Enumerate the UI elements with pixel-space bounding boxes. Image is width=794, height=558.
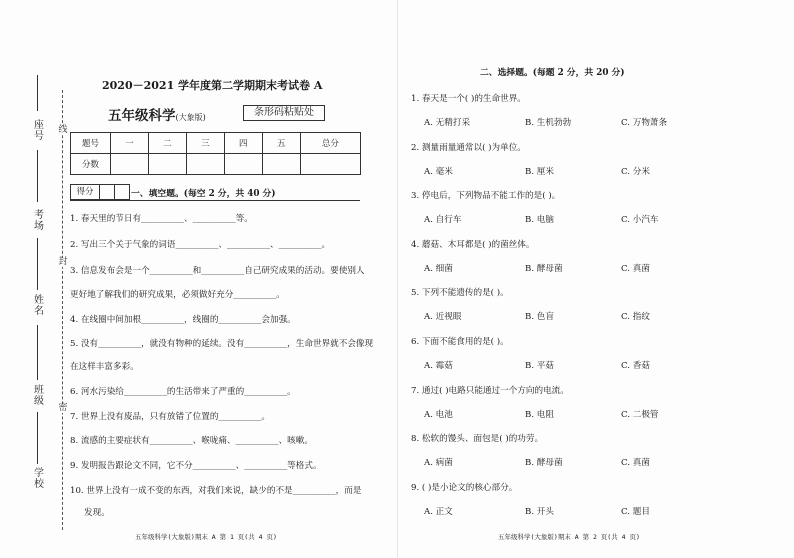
choice-question: 1. 春天是一个( )的生命世界。	[411, 94, 526, 104]
grade-subject-edition: (大象版)	[175, 113, 206, 122]
choice-option-c[interactable]: C. 二极管	[621, 409, 659, 420]
binding-label-seat: 座号	[34, 120, 44, 142]
binding-blank-class	[37, 325, 38, 380]
fill-question-8: 8. 流感的主要症状有__________、喉咙痛、__________、咳嗽。	[70, 436, 313, 446]
score-input-cell[interactable]	[224, 154, 262, 175]
choice-option-c[interactable]: C. 万物萧条	[621, 118, 668, 128]
choice-question: 5. 下列不能遗传的是( )。	[411, 288, 509, 299]
score-input-cell[interactable]	[148, 154, 186, 175]
choice-option-c[interactable]: C. 分米	[621, 166, 650, 177]
barcode-area: 条形码粘贴处	[243, 105, 325, 121]
choice-option-a[interactable]: A. 病菌	[424, 458, 453, 469]
choice-option-a[interactable]: A. 无精打采	[424, 118, 471, 128]
choice-option-a[interactable]: A. 毫米	[424, 166, 453, 177]
fill-question-5: 5. 没有__________，就没有物种的延续。没有__________，生命世界就不会像现	[70, 339, 374, 349]
grader-box	[70, 184, 130, 200]
grade-subject	[108, 104, 206, 124]
fill-question-10: 10. 世界上没有一成不变的东西，对我们来说，缺少的不是__________，而是	[70, 486, 362, 496]
fill-question-3: 3. 信息发布会是一个__________和__________自己研究成果的活动。要使别人	[70, 266, 365, 276]
choice-option-b[interactable]: B. 酵母菌	[525, 263, 563, 274]
choice-option-b[interactable]: B. 色盲	[525, 312, 554, 323]
binding-blank-seat	[37, 75, 38, 111]
choice-question: 2. 测量雨量通常以( )为单位。	[411, 142, 526, 153]
fill-question-5-cont: 在这样丰富多彩。	[70, 362, 139, 372]
fill-question-10-cont: 发现。	[84, 508, 110, 518]
choice-option-c[interactable]: C. 真菌	[621, 263, 650, 274]
grader-underline	[70, 200, 360, 201]
fill-question-9: 9. 发明报告跟论文不同，它不分__________、__________等格式。	[70, 461, 322, 471]
choice-question: 8. 松软的馒头、面包是( )的功劳。	[411, 434, 544, 445]
score-table-header-row	[71, 133, 361, 154]
binding-blank-name	[37, 238, 38, 290]
choice-option-c[interactable]: C. 指纹	[621, 312, 650, 323]
score-cell: 一	[110, 133, 148, 154]
score-cell: 分数	[71, 154, 111, 175]
choice-option-c[interactable]: C. 小汽车	[621, 215, 659, 226]
section1-title: 一、填空题。(每空 2 分，共 40 分)	[131, 189, 276, 199]
score-cell: 二	[148, 133, 186, 154]
binding-blank-school	[37, 412, 38, 464]
fill-question-4: 4. 在线圈中间加根__________，线圈的__________会加强。	[70, 315, 296, 325]
score-input-cell[interactable]	[110, 154, 148, 175]
exam-title: 2020－2021 学年度第二学期期末考试卷 A	[102, 79, 323, 92]
grade-subject-main: 五年级科学	[108, 108, 176, 124]
choice-option-b[interactable]: B. 开头	[525, 506, 554, 517]
choice-option-a[interactable]: A. 电池	[424, 409, 453, 420]
binding-label-class: 班级	[34, 385, 44, 407]
grader-score-label: 得分	[71, 185, 100, 199]
score-cell: 三	[186, 133, 224, 154]
choice-option-c[interactable]: C. 香菇	[621, 361, 650, 371]
choice-option-b[interactable]: B. 厘米	[525, 166, 554, 177]
fill-question-6: 6. 河水污染给__________的生活带来了严重的__________。	[70, 387, 296, 397]
choice-option-b[interactable]: B. 电阻	[525, 409, 554, 420]
choice-question: 7. 通过( )电路只能通过一个方向的电流。	[411, 385, 569, 396]
binding-mark-line: 线	[58, 125, 68, 135]
choice-question: 9. ( )是小论文的核心部分。	[411, 482, 518, 493]
choice-option-b[interactable]: B. 生机勃勃	[525, 118, 572, 128]
grader-score-blank[interactable]	[100, 185, 115, 199]
footer-page-1: 五年级科学(大象版)期末 A 第 1 页(共 4 页)	[135, 533, 277, 541]
fill-question-7: 7. 世界上没有废品，只有放错了位置的__________。	[70, 412, 270, 422]
binding-mark-secret: 密	[58, 403, 68, 413]
choice-option-c[interactable]: C. 真菌	[621, 458, 650, 469]
binding-label-room: 考场	[34, 210, 44, 232]
choice-option-a[interactable]: A. 细菌	[424, 263, 453, 274]
choice-option-a[interactable]: A. 近视眼	[424, 312, 462, 323]
binding-dashed-line	[62, 90, 63, 530]
score-table-score-row	[71, 154, 361, 175]
section2-title: 二、选择题。(每题 2 分，共 20 分)	[480, 68, 625, 78]
score-cell: 五	[262, 133, 300, 154]
score-input-cell[interactable]	[300, 154, 360, 175]
choice-option-c[interactable]: C. 题目	[621, 506, 650, 517]
footer-page-2: 五年级科学(大象版)期末 A 第 2 页(共 4 页)	[498, 533, 640, 541]
fill-question-2: 2. 写出三个关于气象的词语__________、__________、__________。	[70, 240, 331, 250]
fill-question-1: 1. 春天里的节日有__________、__________等。	[70, 214, 253, 224]
score-cell: 题号	[71, 133, 111, 154]
fill-question-3-cont: 更好地了解我们的研究成果，必须做好充分__________。	[70, 290, 285, 300]
score-cell: 总分	[300, 133, 360, 154]
choice-option-a[interactable]: A. 霉菇	[424, 361, 453, 371]
score-table	[70, 132, 361, 175]
choice-option-b[interactable]: B. 平菇	[525, 361, 554, 371]
score-cell: 四	[224, 133, 262, 154]
page-divider	[397, 0, 398, 558]
binding-blank-room	[37, 150, 38, 202]
choice-option-a[interactable]: A. 正文	[424, 506, 453, 517]
score-input-cell[interactable]	[186, 154, 224, 175]
choice-option-b[interactable]: B. 酵母菌	[525, 458, 563, 469]
binding-label-school: 学校	[34, 468, 44, 490]
binding-label-name: 姓名	[34, 295, 44, 317]
choice-option-a[interactable]: A. 自行车	[424, 215, 462, 226]
score-input-cell[interactable]	[262, 154, 300, 175]
choice-question: 4. 蘑菇、木耳都是( )的菌丝体。	[411, 239, 535, 250]
choice-question: 6. 下面不能食用的是( )。	[411, 337, 509, 347]
choice-question: 3. 停电后，下列物品不能工作的是( )。	[411, 191, 561, 202]
grader-reviewer-blank[interactable]	[115, 185, 129, 199]
binding-mark-seal: 封	[58, 257, 68, 267]
choice-option-b[interactable]: B. 电脑	[525, 215, 554, 226]
